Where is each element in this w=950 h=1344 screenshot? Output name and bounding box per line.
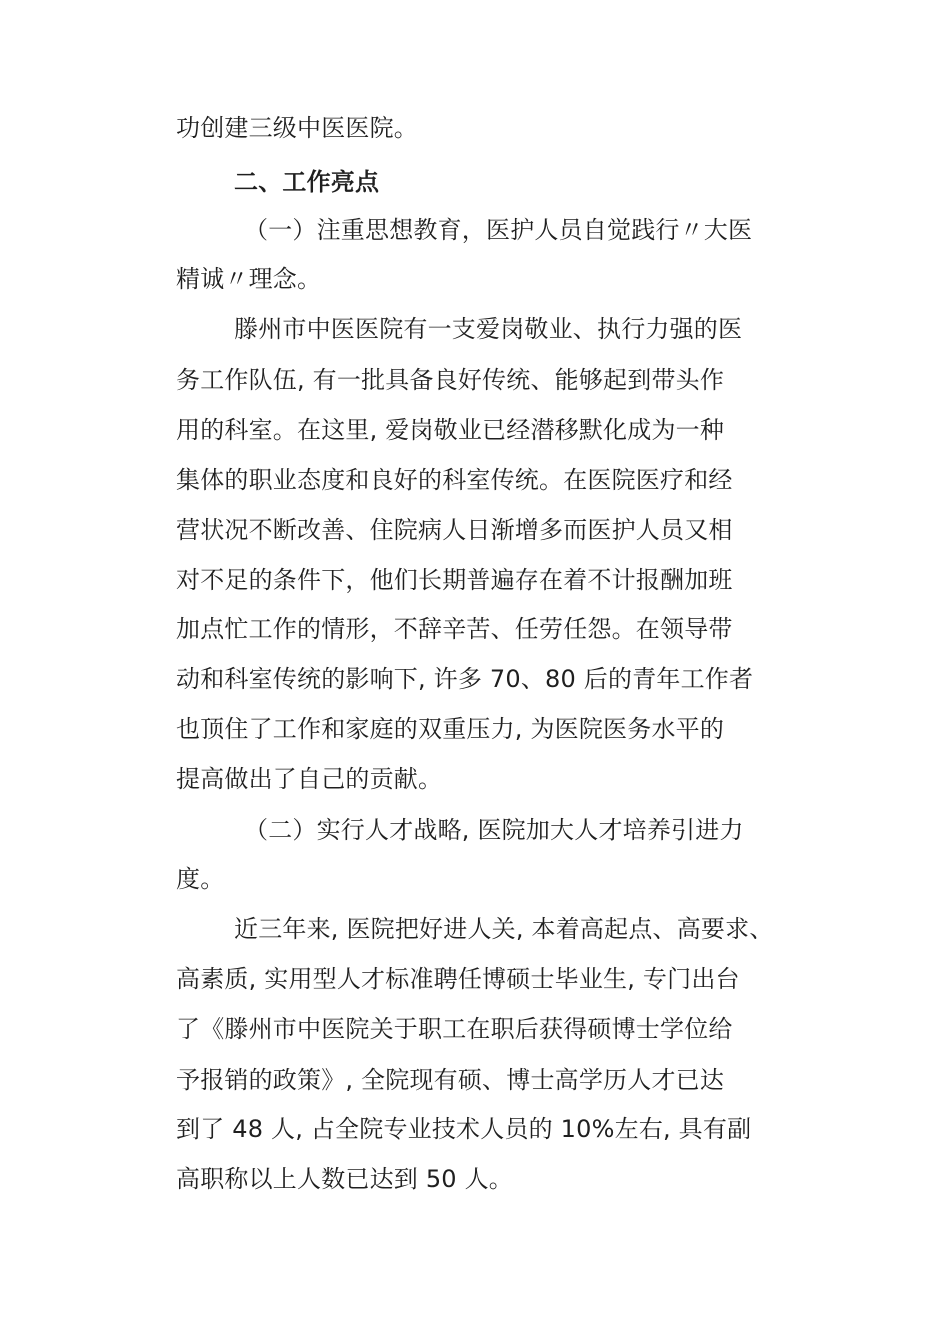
paragraph-line: 务工作队伍, 有一批具备良好传统、能够起到带头作 (176, 366, 725, 394)
section-heading: 二、工作亮点 (234, 168, 380, 196)
paragraph-line: 营状况不断改善、住院病人日渐增多而医护人员又相 (176, 516, 733, 544)
paragraph-line: 加点忙工作的情形，不辞辛苦、任劳任怨。在领导带 (176, 615, 733, 643)
subsection-heading-line: 精诚〃理念。 (176, 265, 322, 293)
paragraph-line: 了《滕州市中医院关于职工在职后获得硕博士学位给 (176, 1015, 733, 1043)
paragraph-line: 也顶住了工作和家庭的双重压力, 为医院医务水平的 (176, 715, 725, 743)
paragraph-line: 高素质, 实用型人才标准聘任博硕士毕业生, 专门出台 (176, 965, 740, 993)
paragraph-line: 动和科室传统的影响下, 许多 70、80 后的青年工作者 (176, 665, 754, 693)
subsection-heading-line: （二）实行人才战略, 医院加大人才培养引进力 (244, 816, 744, 844)
paragraph-line: 滕州市中医医院有一支爱岗敬业、执行力强的医 (234, 315, 743, 343)
paragraph-line: 功创建三级中医医院。 (176, 114, 418, 142)
paragraph-line: 用的科室。在这里, 爱岗敬业已经潜移默化成为一种 (176, 416, 725, 444)
paragraph-line: 近三年来, 医院把好进人关, 本着高起点、高要求、 (234, 915, 774, 943)
subsection-heading-line: （一）注重思想教育，医护人员自觉践行〃大医 (244, 216, 753, 244)
paragraph-line: 提高做出了自己的贡献。 (176, 765, 443, 793)
paragraph-line: 集体的职业态度和良好的科室传统。在医院医疗和经 (176, 466, 733, 494)
paragraph-line: 高职称以上人数已达到 50 人。 (176, 1165, 513, 1193)
subsection-heading-line: 度。 (176, 865, 225, 893)
paragraph-line: 到了 48 人, 占全院专业技术人员的 10%左右, 具有副 (176, 1115, 752, 1143)
paragraph-line: 对不足的条件下，他们长期普遍存在着不计报酬加班 (176, 566, 733, 594)
paragraph-line: 予报销的政策》, 全院现有硕、博士高学历人才已达 (176, 1066, 725, 1094)
